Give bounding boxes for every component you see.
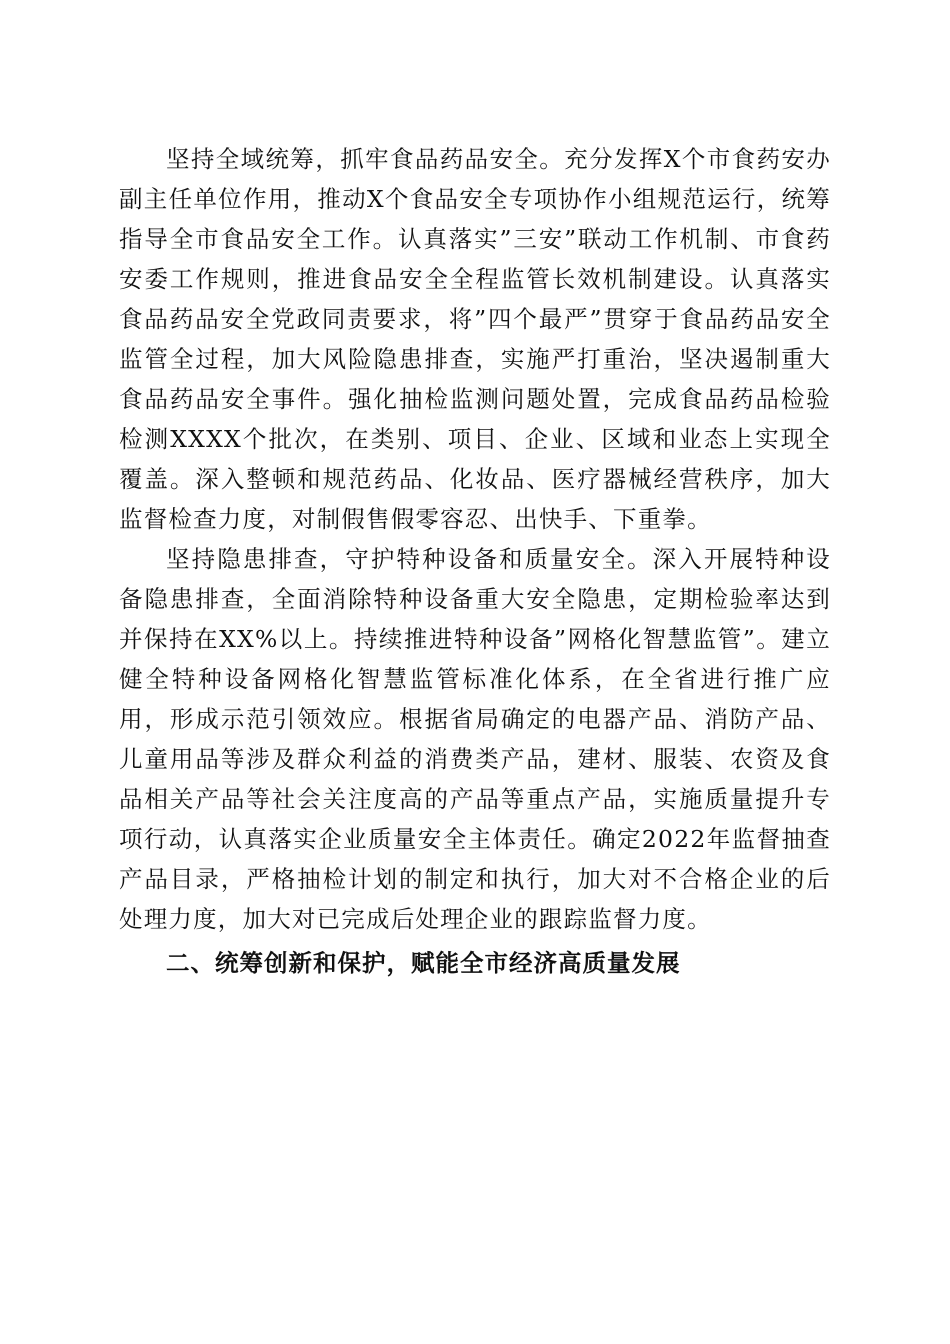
paragraph-food-drug-safety: 坚持全域统筹，抓牢食品药品安全。充分发挥X个市食药安办副主任单位作用，推动X个食品安全专项协作小组规范运行，统筹指导全市食品安全工作。认真落实”三安”联动工作机制、市食药安委工作规则，推进食品安全全程监管长效机制建设。认真落实食品药品安全党政同责要求，将”四个最严”贯穿于食品药品安全监管全过程，加大风险隐患排查，实施严打重治，坚决遏制重大食品药品安全事件。强化抽检监测问题处置，完成食品药品检验检测XXXX个批次，在类别、项目、企业、区域和业态上实现全覆盖。深入整顿和规范药品、化妆品、医疗器械经营秩序，加大监督检查力度，对制假售假零容忍、出快手、下重拳。 [119,145,831,533]
section-heading: 二、统筹创新和保护，赋能全市经济高质量发展 [166,949,681,977]
paragraph-special-equipment-safety: 坚持隐患排查，守护特种设备和质量安全。深入开展特种设备隐患排查，全面消除特种设备重大安全隐患，定期检验率达到并保持在XX%以上。持续推进特种设备”网格化智慧监管”。建立健全特种设备网格化智慧监管标准化体系，在全省进行推广应用，形成示范引领效应。根据省局确定的电器产品、消防产品、儿童用品等涉及群众利益的消费类产品，建材、服装、农资及食品相关产品等社会关注度高的产品等重点产品，实施质量提升专项行动，认真落实企业质量安全主体责任。确定2022年监督抽查产品目录，严格抽检计划的制定和执行，加大对不合格企业的后处理力度，加大对已完成后处理企业的跟踪监督力度。 [119,545,831,933]
document-body [119,139,831,983]
